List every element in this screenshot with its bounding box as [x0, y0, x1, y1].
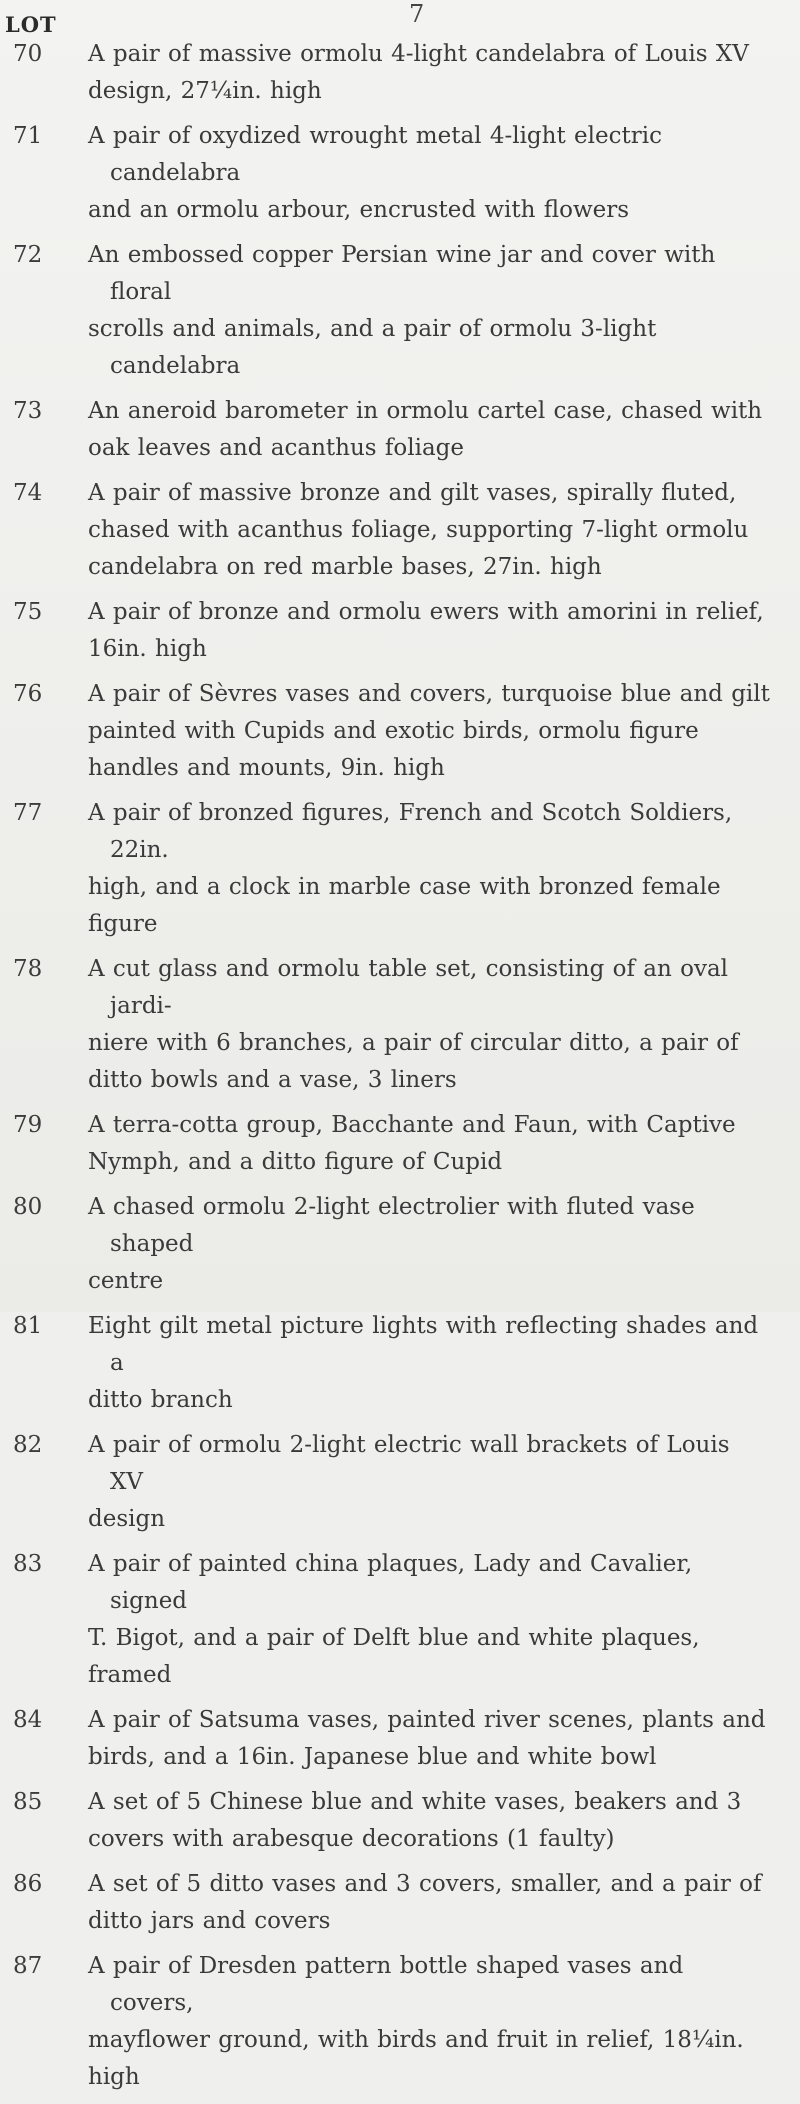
description-line: A chased ormolu 2-light electrolier with fluted vase shaped: [88, 1194, 695, 1257]
description-line: An aneroid barometer in ormolu cartel case, chased with: [88, 398, 763, 424]
description-line: A pair of Satsuma vases, painted river scenes, plants and: [88, 1707, 766, 1733]
lot-description: [88, 1189, 770, 1300]
lot-entry: [0, 1107, 800, 1181]
description-line: An embossed copper Persian wine jar and cover with floral: [88, 242, 716, 305]
description-line: niere with 6 branches, a pair of circular ditto, a pair of: [88, 1030, 739, 1056]
description-line: A terra-cotta group, Bacchante and Faun, with Captive: [88, 1112, 736, 1138]
lot-entry: [0, 676, 800, 787]
lot-number: 82: [13, 1432, 43, 1458]
lot-entry: [0, 118, 800, 229]
lot-description: [88, 1546, 770, 1694]
lot-number: 85: [13, 1789, 43, 1815]
description-line: covers with arabesque decorations (1 faulty): [88, 1826, 615, 1852]
lot-description: [88, 1427, 770, 1538]
description-line: T. Bigot, and a pair of Delft blue and white plaques,: [88, 1625, 700, 1651]
lot-description: [88, 1866, 770, 1940]
description-line: A pair of bronze and ormolu ewers with amorini in relief,: [88, 599, 764, 625]
lot-entry: [0, 1866, 800, 1940]
description-line: design: [88, 1506, 166, 1532]
description-line: A pair of painted china plaques, Lady and Cavalier, signed: [88, 1551, 693, 1614]
description-line: and an ormolu arbour, encrusted with flowers: [88, 197, 630, 223]
lot-description: [88, 1308, 770, 1419]
description-line: Eight gilt metal picture lights with reflecting shades and a: [88, 1313, 759, 1376]
lot-entry: [0, 795, 800, 943]
description-line: A pair of ormolu 2-light electric wall brackets of Louis XV: [88, 1432, 730, 1495]
lot-number: 73: [13, 398, 43, 424]
description-line: A set of 5 Chinese blue and white vases, beakers and 3: [88, 1789, 742, 1815]
lot-number: 80: [13, 1194, 43, 1220]
lot-description: [88, 1107, 770, 1181]
lot-number: 83: [13, 1551, 43, 1577]
description-line: 16in. high: [88, 636, 207, 662]
lot-entry: [0, 1308, 800, 1419]
lot-description: [88, 36, 770, 110]
lot-description: [88, 594, 770, 668]
lot-column-heading: LOT: [5, 12, 57, 37]
lot-number: 75: [13, 599, 43, 625]
description-line: ditto bowls and a vase, 3 liners: [88, 1067, 457, 1093]
lot-description: [88, 676, 770, 787]
description-line: design, 27¼in. high: [88, 78, 322, 104]
lot-entry: [0, 594, 800, 668]
description-line: handles and mounts, 9in. high: [88, 755, 445, 781]
lot-number: 87: [13, 1953, 43, 1979]
lot-number: 72: [13, 242, 43, 268]
lot-description: [88, 951, 770, 1099]
description-line: Nymph, and a ditto figure of Cupid: [88, 1149, 503, 1175]
lot-description: [88, 393, 770, 467]
description-line: centre: [88, 1268, 164, 1294]
description-line: A cut glass and ormolu table set, consisting of an oval jardi-: [88, 956, 729, 1019]
lot-description: [88, 237, 770, 385]
description-line: A pair of bronzed figures, French and Scotch Soldiers, 22in.: [88, 800, 733, 863]
description-line: scrolls and animals, and a pair of ormolu 3-light candelabra: [88, 316, 657, 379]
lot-entry: [0, 1948, 800, 2096]
description-line: ditto jars and covers: [88, 1908, 331, 1934]
lot-entry: [0, 1427, 800, 1538]
lot-description: [88, 1948, 770, 2096]
lot-number: 74: [13, 480, 43, 506]
description-line: framed: [88, 1662, 172, 1688]
lot-entry: [0, 1546, 800, 1694]
lot-description: [88, 795, 770, 943]
description-line: A pair of massive bronze and gilt vases, spirally fluted,: [88, 480, 737, 506]
description-line: A pair of Dresden pattern bottle shaped vases and covers,: [88, 1953, 684, 2016]
description-line: high, and a clock in marble case with bronzed female: [88, 874, 721, 900]
lot-number: 79: [13, 1112, 43, 1138]
description-line: painted with Cupids and exotic birds, ormolu figure: [88, 718, 699, 744]
lot-number: 70: [13, 41, 43, 67]
description-line: oak leaves and acanthus foliage: [88, 435, 464, 461]
description-line: ditto branch: [88, 1387, 233, 1413]
description-line: A pair of oxydized wrought metal 4-light electric candelabra: [88, 123, 662, 186]
description-line: chased with acanthus foliage, supporting 7-light ormolu: [88, 517, 749, 543]
lot-description: [88, 1702, 770, 1776]
lot-number: 84: [13, 1707, 43, 1733]
lot-number: 78: [13, 956, 43, 982]
lot-entry: [0, 393, 800, 467]
lot-entry: [0, 1784, 800, 1858]
lot-entry: [0, 1702, 800, 1776]
description-line: A pair of massive ormolu 4-light candelabra of Louis XV: [88, 41, 749, 67]
lot-number: 86: [13, 1871, 43, 1897]
lot-description: [88, 1784, 770, 1858]
page-number: 7: [409, 0, 425, 28]
lot-number: 77: [13, 800, 43, 826]
description-line: candelabra on red marble bases, 27in. high: [88, 554, 602, 580]
lot-description: [88, 475, 770, 586]
lot-entry: [0, 951, 800, 1099]
description-line: A set of 5 ditto vases and 3 covers, smaller, and a pair of: [88, 1871, 762, 1897]
lot-list: [0, 36, 800, 2104]
lot-description: [88, 118, 770, 229]
lot-number: 81: [13, 1313, 43, 1339]
description-line: mayflower ground, with birds and fruit in relief, 18¼in.: [88, 2027, 744, 2053]
description-line: figure: [88, 911, 158, 937]
lot-entry: [0, 1189, 800, 1300]
lot-entry: [0, 36, 800, 110]
lot-entry: [0, 475, 800, 586]
lot-entry: [0, 237, 800, 385]
lot-number: 71: [13, 123, 43, 149]
description-line: birds, and a 16in. Japanese blue and white bowl: [88, 1744, 657, 1770]
description-line: A pair of Sèvres vases and covers, turquoise blue and gilt: [88, 681, 770, 707]
lot-number: 76: [13, 681, 43, 707]
description-line: high: [88, 2064, 140, 2090]
